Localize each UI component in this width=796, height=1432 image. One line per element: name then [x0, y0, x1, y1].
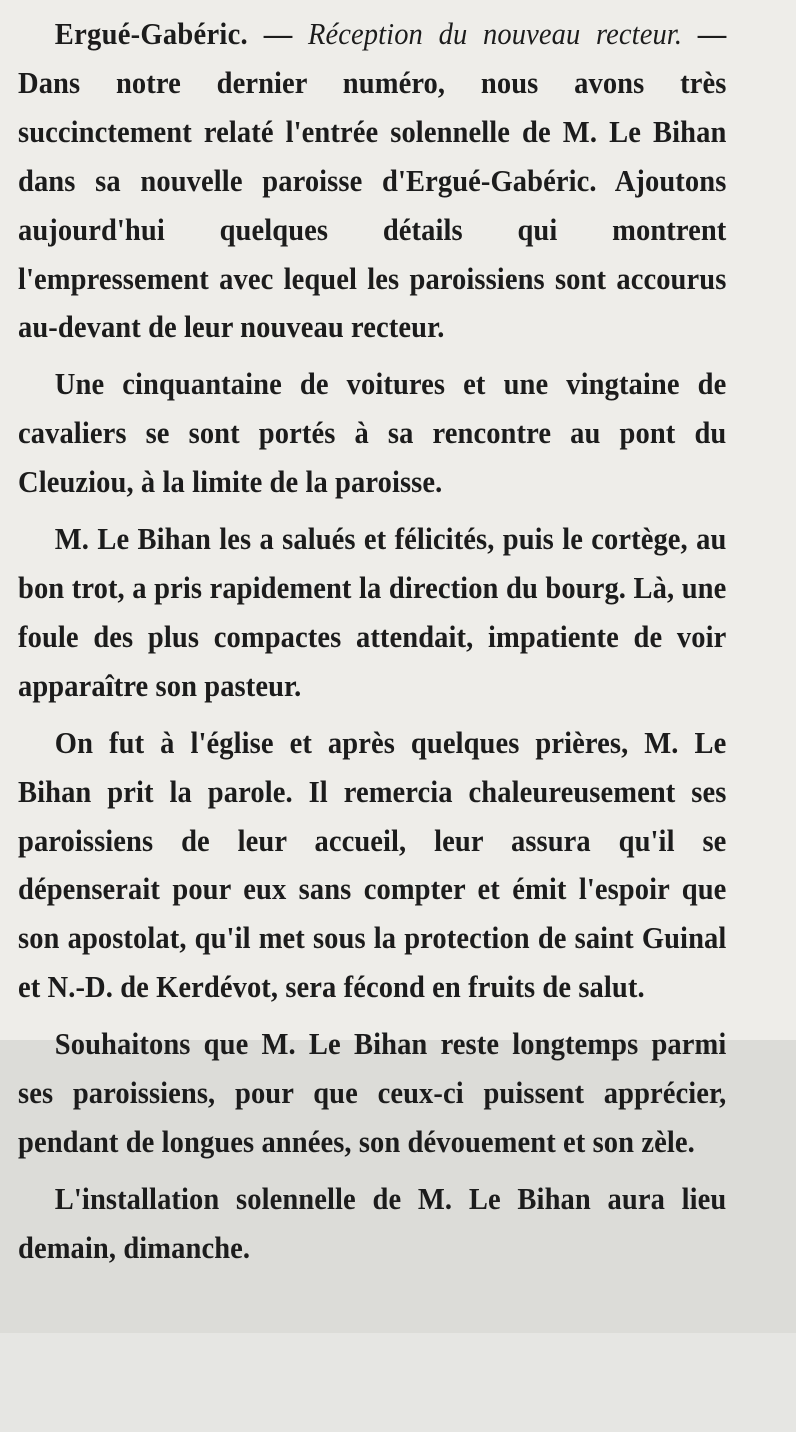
paragraph-3: M. Le Bihan les a salués et félicités, puis le cortège, au bon trot, a pris rapidement la direction du bourg. Là, une foule des plus compactes attendait, impatiente de voir apparaître son pasteur.: [18, 521, 727, 703]
paragraph-1: [18, 10, 726, 352]
paragraph-5: Souhaitons que M. Le Bihan reste longtemps parmi ses paroissiens, pour que ceux-ci puissent apprécier, pendant de longues années, son dévouement et son zèle.: [18, 1026, 727, 1159]
scan-background-lower: [0, 1333, 796, 1432]
paragraph-4: On fut à l'église et après quelques prières, M. Le Bihan prit la parole. Il remercia chaleureusement ses paroissiens de leur accueil, leur assura qu'il se dépenserait pour eux sans compter et émit l'espoir que son apostolat, qu'il met sous la protection de saint Guinal et N.-D. de Kerdévot, sera fécond en fruits de salut.: [18, 724, 727, 1005]
headline-title: Réception du nouveau recteur.: [308, 16, 683, 51]
newspaper-article: [18, 10, 726, 1281]
headline-dash: —: [247, 16, 309, 51]
headline-place: Ergué-Gabéric.: [54, 16, 248, 51]
paragraph-6: L'installation solennelle de M. Le Bihan aura lieu demain, dimanche.: [18, 1180, 727, 1265]
paragraph-1-body: — Dans notre dernier numéro, nous avons très succinctement relaté l'entrée solennelle de M. Le Bihan dans sa nouvelle paroisse d'Ergué-Gabéric. Ajoutons aujourd'hui quelques détails qui montrent l'empressement avec lequel les paroissiens sont accourus au-devant de leur nouveau recteur.: [18, 16, 727, 345]
paragraph-2: Une cinquantaine de voitures et une vingtaine de cavaliers se sont portés à sa rencontre au pont du Cleuziou, à la limite de la paroisse.: [18, 366, 727, 500]
